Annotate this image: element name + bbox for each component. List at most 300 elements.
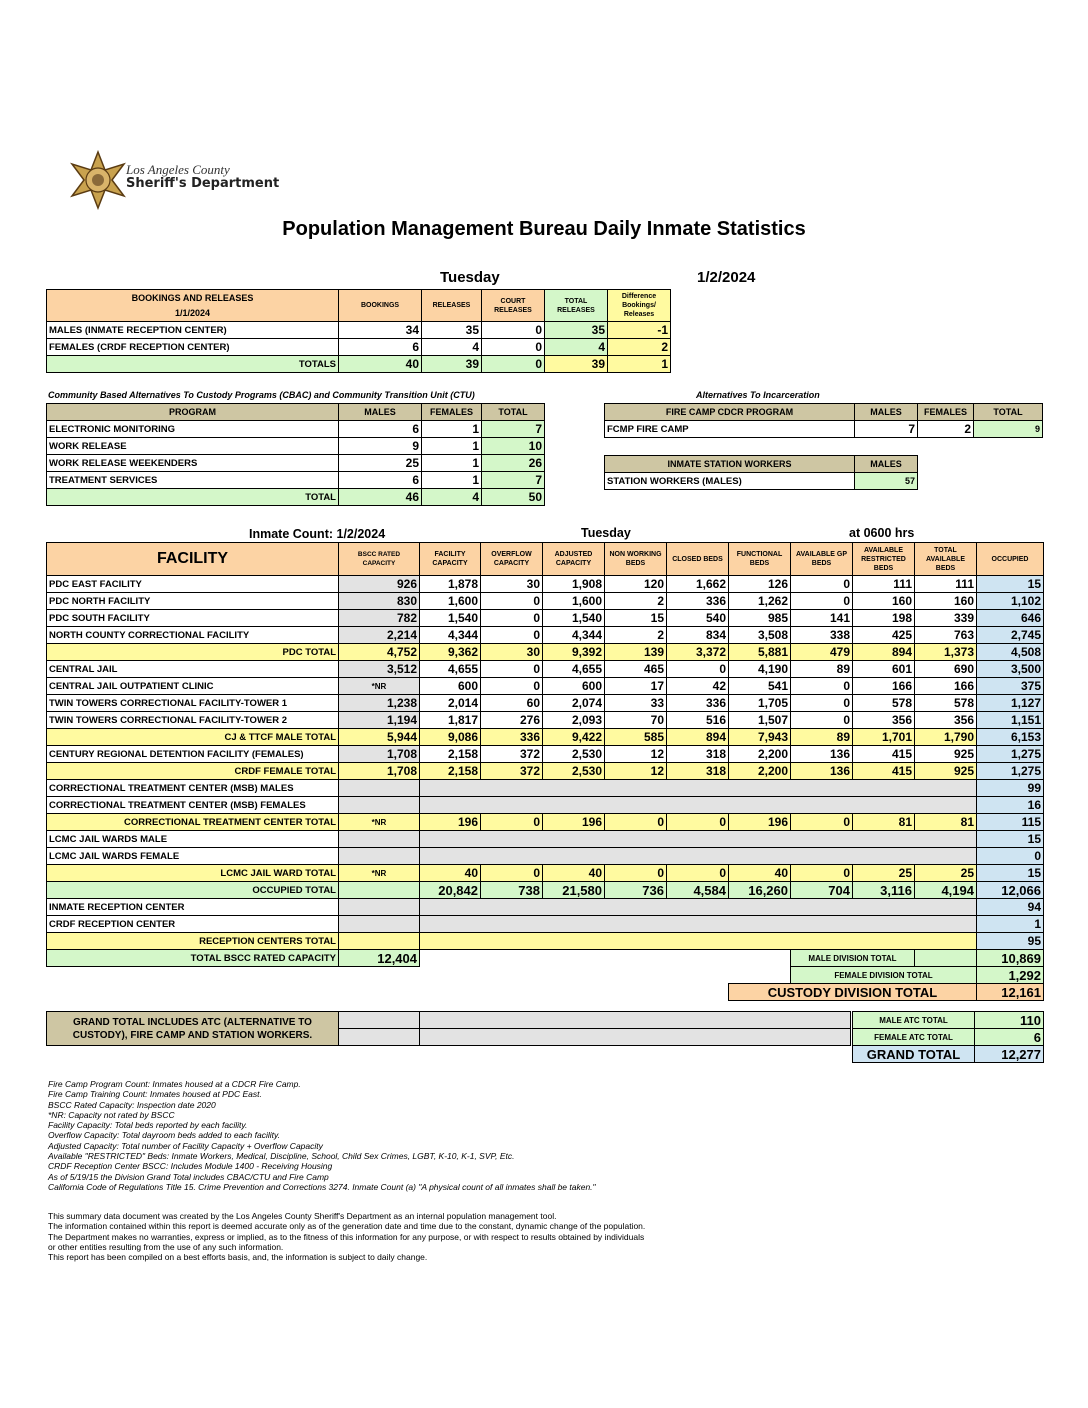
row-label: CORRECTIONAL TREATMENT CENTER TOTAL — [47, 814, 339, 831]
table-row — [47, 322, 671, 339]
col-occupied: OCCUPIED — [977, 543, 1044, 576]
footnote-line: Available "RESTRICTED" Beds: Inmate Workers, Medical, Discipline, School, Child Sex Crimes, LGBT, K-10, K-1, SVP, Etc. — [48, 1151, 515, 1162]
cell: 763 — [915, 627, 977, 644]
atc-table — [852, 1011, 1044, 1063]
row-label: TOTALS — [47, 356, 339, 373]
cell: 0 — [481, 610, 543, 627]
facility-row — [47, 678, 1044, 695]
cell: 600 — [543, 678, 605, 695]
cell: 4 — [545, 339, 608, 356]
facility-row — [47, 610, 1044, 627]
cell: 17 — [605, 678, 667, 695]
cell: 2,530 — [543, 746, 605, 763]
facility-header: FACILITY — [47, 543, 339, 576]
blank-cell — [339, 780, 420, 797]
row-label: PDC EAST FACILITY — [47, 576, 339, 593]
cell: 336 — [481, 729, 543, 746]
cell: 9,086 — [420, 729, 481, 746]
cell: 830 — [339, 593, 420, 610]
report-day: Tuesday — [440, 269, 500, 286]
row-label: CRDF FEMALE TOTAL — [47, 763, 339, 780]
cell: 2,014 — [420, 695, 481, 712]
cell: 704 — [791, 882, 853, 899]
cell: 21,580 — [543, 882, 605, 899]
cell: 1,151 — [977, 712, 1044, 729]
cell: 5,944 — [339, 729, 420, 746]
facility-total-row — [47, 814, 1044, 831]
cell: 738 — [481, 882, 543, 899]
cell: 0 — [481, 661, 543, 678]
facility-row — [47, 576, 1044, 593]
facility-row — [47, 627, 1044, 644]
cell: 0 — [482, 322, 545, 339]
table-row — [47, 421, 545, 438]
cell: 0 — [791, 576, 853, 593]
cell: 160 — [915, 593, 977, 610]
cell: 40 — [729, 865, 791, 882]
cell: 372 — [481, 763, 543, 780]
col-non-working: NON WORKING BEDS — [605, 543, 667, 576]
table-row — [47, 339, 671, 356]
cell: 42 — [667, 678, 729, 695]
female-division-value: 1,292 — [977, 967, 1044, 984]
page-title: Population Management Bureau Daily Inmate Statistics — [282, 218, 806, 240]
disclaimer-line: This report has been compiled on a best efforts basis, and, the information is subject to daily change. — [48, 1252, 428, 1263]
row-label: PDC NORTH FACILITY — [47, 593, 339, 610]
cell: 834 — [667, 627, 729, 644]
sheriff-star-icon — [66, 150, 130, 210]
report-date: 1/2/2024 — [697, 269, 756, 286]
cell: 7 — [855, 421, 918, 438]
cell: 690 — [915, 661, 977, 678]
cell: 120 — [605, 576, 667, 593]
cell: 15 — [977, 576, 1044, 593]
cell: 516 — [667, 712, 729, 729]
cell: 2,074 — [543, 695, 605, 712]
female-atc-label: FEMALE ATC TOTAL — [853, 1029, 975, 1046]
disclaimer-line: The information contained within this report is deemed accurate only as of the generation date and time due to the constant, dynamic change of the population. — [48, 1221, 646, 1232]
row-label: TREATMENT SERVICES — [47, 472, 339, 489]
cell: 601 — [853, 661, 915, 678]
col-available-gp: AVAILABLE GP BEDS — [791, 543, 853, 576]
cell: 57 — [855, 473, 918, 490]
cell: 0 — [791, 593, 853, 610]
row-label: LCMC JAIL WARDS FEMALE — [47, 848, 339, 865]
cell: 160 — [853, 593, 915, 610]
col-functional: FUNCTIONAL BEDS — [729, 543, 791, 576]
cell: 375 — [977, 678, 1044, 695]
row-label: PDC SOUTH FACILITY — [47, 610, 339, 627]
cell: 2,093 — [543, 712, 605, 729]
col-court-releases: COURT RELEASES — [482, 290, 545, 322]
cell: 894 — [853, 644, 915, 661]
table-row — [47, 438, 545, 455]
cell: 1,600 — [543, 593, 605, 610]
cell: 95 — [977, 933, 1044, 950]
female-division-label: FEMALE DIVISION TOTAL — [791, 967, 977, 984]
cell: 12,066 — [977, 882, 1044, 899]
cell: 1,817 — [420, 712, 481, 729]
cell: 81 — [915, 814, 977, 831]
cell: 7 — [482, 472, 545, 489]
row-label: NORTH COUNTY CORRECTIONAL FACILITY — [47, 627, 339, 644]
cell: 5,881 — [729, 644, 791, 661]
cell: 10 — [482, 438, 545, 455]
cell: 2,530 — [543, 763, 605, 780]
footnote-line: Fire Camp Program Count: Inmates housed at a CDCR Fire Camp. — [48, 1079, 301, 1089]
female-atc-value: 6 — [975, 1029, 1044, 1046]
cell: 2,214 — [339, 627, 420, 644]
cell: *NR — [339, 678, 420, 695]
cell: 0 — [667, 661, 729, 678]
cell: 985 — [729, 610, 791, 627]
cell: 2,158 — [420, 763, 481, 780]
table-row — [605, 421, 1043, 438]
col-total-available: TOTAL AVAILABLE BEDS — [915, 543, 977, 576]
cell: 2,158 — [420, 746, 481, 763]
fire-camp-header: FIRE CAMP CDCR PROGRAM — [605, 404, 855, 421]
col-releases: RELEASES — [422, 290, 482, 322]
cell: 415 — [853, 763, 915, 780]
row-label: MALES (INMATE RECEPTION CENTER) — [47, 322, 339, 339]
cell: 925 — [915, 763, 977, 780]
row-label: PDC TOTAL — [47, 644, 339, 661]
custody-division-row — [47, 984, 1044, 1001]
cell: -1 — [608, 322, 671, 339]
cell: 70 — [605, 712, 667, 729]
col-total-releases: TOTAL RELEASES — [545, 290, 608, 322]
footnotes — [48, 1079, 596, 1192]
cell: 30 — [481, 644, 543, 661]
cell: 338 — [791, 627, 853, 644]
cell: 1 — [422, 438, 482, 455]
cell: 40 — [339, 356, 422, 373]
cbac-caption: Community Based Alternatives To Custody Programs (CBAC) and Community Transition Unit (CTU) — [48, 390, 475, 400]
cell: 4,655 — [420, 661, 481, 678]
cell: 2 — [608, 339, 671, 356]
table-row — [47, 356, 671, 373]
cell: 7 — [482, 421, 545, 438]
cell: 40 — [420, 865, 481, 882]
cbac-col-total: TOTAL — [482, 404, 545, 421]
cell: 39 — [545, 356, 608, 373]
disclaimer-line: or other entities resulting from the use of any such information. — [48, 1241, 284, 1252]
facility-total-row — [47, 644, 1044, 661]
col-closed: CLOSED BEDS — [667, 543, 729, 576]
blank-cell — [339, 848, 420, 865]
disclaimer-line: The Department makes no warranties, express or implied, as to the fitness of this information for any purpose, or with respect to results obtained by individuals — [48, 1231, 645, 1242]
station-workers-table — [604, 455, 918, 490]
facility-total-row — [47, 882, 1044, 899]
table-row — [47, 455, 545, 472]
bookings-header: BOOKINGS AND RELEASES — [131, 293, 254, 303]
cell: 1,540 — [420, 610, 481, 627]
facility-total-row — [47, 780, 1044, 797]
col-adjusted: ADJUSTED CAPACITY — [543, 543, 605, 576]
footnote-line: Facility Capacity: Total beds reported by each facility. — [48, 1120, 248, 1131]
row-label: TWIN TOWERS CORRECTIONAL FACILITY-TOWER 2 — [47, 712, 339, 729]
cell: 1 — [608, 356, 671, 373]
cell: 415 — [853, 746, 915, 763]
row-label: CENTURY REGIONAL DETENTION FACILITY (FEMALES) — [47, 746, 339, 763]
cell: 318 — [667, 763, 729, 780]
cell: 136 — [791, 763, 853, 780]
table-row — [853, 1012, 1044, 1029]
cell: 782 — [339, 610, 420, 627]
cbac-col-males: MALES — [339, 404, 422, 421]
row-label: RECEPTION CENTERS TOTAL — [47, 933, 339, 950]
cell: 276 — [481, 712, 543, 729]
cell: 9,362 — [420, 644, 481, 661]
fire-camp-table — [604, 403, 1043, 438]
cell: 1,662 — [667, 576, 729, 593]
table-row — [605, 473, 918, 490]
male-atc-label: MALE ATC TOTAL — [853, 1012, 975, 1029]
cell: 50 — [482, 489, 545, 506]
facility-row — [47, 593, 1044, 610]
facility-total-row — [47, 916, 1044, 933]
cell: 2,200 — [729, 746, 791, 763]
cell: 81 — [853, 814, 915, 831]
cell: 4,194 — [915, 882, 977, 899]
spacer — [915, 950, 977, 967]
cell: 46 — [339, 489, 422, 506]
facility-total-row — [47, 933, 1044, 950]
cell: 585 — [605, 729, 667, 746]
cell: 1,262 — [729, 593, 791, 610]
facility-total-row — [47, 848, 1044, 865]
cell: 4,584 — [667, 882, 729, 899]
row-label: TWIN TOWERS CORRECTIONAL FACILITY-TOWER 1 — [47, 695, 339, 712]
cell: 0 — [482, 339, 545, 356]
cell: 336 — [667, 593, 729, 610]
cell: 356 — [915, 712, 977, 729]
cell: 1,701 — [853, 729, 915, 746]
cell: 372 — [481, 746, 543, 763]
cell: 4 — [422, 489, 482, 506]
cell: 318 — [667, 746, 729, 763]
cell: 540 — [667, 610, 729, 627]
cell: 1,705 — [729, 695, 791, 712]
cell: 35 — [422, 322, 482, 339]
footnote-line: Adjusted Capacity: Total number of Facility Capacity + Overflow Capacity — [48, 1140, 323, 1151]
cell: 15 — [605, 610, 667, 627]
facility-table — [46, 542, 1044, 1001]
row-label: FCMP FIRE CAMP — [605, 421, 855, 438]
row-label: CORRECTIONAL TREATMENT CENTER (MSB) MALES — [47, 780, 339, 797]
spacer — [47, 984, 729, 1001]
footnote-line: Fire Camp Training Count: Inmates housed at PDC East. — [48, 1089, 262, 1100]
cell: 6 — [339, 472, 422, 489]
cell: 736 — [605, 882, 667, 899]
cell: 0 — [791, 814, 853, 831]
cell: 1,708 — [339, 746, 420, 763]
spacer — [420, 950, 791, 967]
blank-span — [420, 899, 977, 916]
cell: *NR — [339, 814, 420, 831]
cell: 926 — [339, 576, 420, 593]
row-label: OCCUPIED TOTAL — [47, 882, 339, 899]
cell: 1,373 — [915, 644, 977, 661]
facility-total-row — [47, 729, 1044, 746]
blank-span — [420, 831, 977, 848]
cell: 600 — [420, 678, 481, 695]
cell: 99 — [977, 780, 1044, 797]
row-label: WORK RELEASE — [47, 438, 339, 455]
bookings-table — [46, 289, 671, 373]
cell: 1,908 — [543, 576, 605, 593]
cell: 94 — [977, 899, 1044, 916]
spacer — [47, 967, 791, 984]
cbac-col-program: PROGRAM — [47, 404, 339, 421]
cell: 1,127 — [977, 695, 1044, 712]
cell: 3,508 — [729, 627, 791, 644]
cell: 4,655 — [543, 661, 605, 678]
col-bscc: BSCC RATED CAPACITY — [339, 543, 420, 576]
footnote-line: As of 5/19/15 the Division Grand Total includes CBAC/CTU and Fire Camp — [48, 1171, 329, 1182]
blank-cell — [339, 916, 420, 933]
row-label: CORRECTIONAL TREATMENT CENTER (MSB) FEMALES — [47, 797, 339, 814]
cell: 0 — [791, 695, 853, 712]
cell: 1,275 — [977, 763, 1044, 780]
cell: 89 — [791, 729, 853, 746]
cell: 2 — [918, 421, 974, 438]
cell: 12 — [605, 763, 667, 780]
cell: 33 — [605, 695, 667, 712]
blank-span — [420, 848, 977, 865]
station-header: INMATE STATION WORKERS — [605, 456, 855, 473]
facility-row — [47, 695, 1044, 712]
fire-col-males: MALES — [855, 404, 918, 421]
blank-span — [420, 916, 977, 933]
cell: 4 — [422, 339, 482, 356]
cell: 1,790 — [915, 729, 977, 746]
facility-row — [47, 712, 1044, 729]
cell: 1,194 — [339, 712, 420, 729]
cell: 141 — [791, 610, 853, 627]
facility-total-row — [47, 865, 1044, 882]
table-row — [853, 1029, 1044, 1046]
male-division-label: MALE DIVISION TOTAL — [791, 950, 915, 967]
cell: 1,275 — [977, 746, 1044, 763]
cell: 2 — [605, 627, 667, 644]
cell: 9,422 — [543, 729, 605, 746]
row-label: LCMC JAIL WARD TOTAL — [47, 865, 339, 882]
cell: 12 — [605, 746, 667, 763]
cell: 2 — [605, 593, 667, 610]
cell: 2,200 — [729, 763, 791, 780]
blank-cell — [339, 899, 420, 916]
cell: 0 — [791, 678, 853, 695]
cell: 0 — [481, 678, 543, 695]
cell: 15 — [977, 865, 1044, 882]
col-bookings: BOOKINGS — [339, 290, 422, 322]
cell: 465 — [605, 661, 667, 678]
cell: 1 — [422, 455, 482, 472]
cell: 479 — [791, 644, 853, 661]
grand-note: GRAND TOTAL INCLUDES ATC (ALTERNATIVE TO CUSTODY), FIRE CAMP AND STATION WORKERS. — [47, 1012, 339, 1046]
cbac-table — [46, 403, 545, 506]
bookings-date: 1/1/2024 — [174, 308, 211, 318]
cell: 196 — [420, 814, 481, 831]
inmate-count-time: at 0600 hrs — [849, 526, 915, 540]
cell: 4,752 — [339, 644, 420, 661]
cell: 646 — [977, 610, 1044, 627]
cell: 0 — [977, 848, 1044, 865]
cell: 60 — [481, 695, 543, 712]
col-available-restricted: AVAILABLE RESTRICTED BEDS — [853, 543, 915, 576]
cell: 0 — [481, 593, 543, 610]
footnote-line: Overflow Capacity: Total dayroom beds added to each facility. — [48, 1130, 280, 1141]
cell: 1 — [977, 916, 1044, 933]
cell: 39 — [422, 356, 482, 373]
cell: 40 — [543, 865, 605, 882]
row-label: CENTRAL JAIL — [47, 661, 339, 678]
row-label: STATION WORKERS (MALES) — [605, 473, 855, 490]
cell: 1 — [422, 421, 482, 438]
facility-row — [47, 661, 1044, 678]
cell: 2,745 — [977, 627, 1044, 644]
cell: 3,512 — [339, 661, 420, 678]
cell: 578 — [915, 695, 977, 712]
disclaimer-line: This summary data document was created by the Los Angeles County Sheriff's Department as an internal population management tool. — [48, 1211, 557, 1221]
row-label: TOTAL — [47, 489, 339, 506]
row-label: CRDF RECEPTION CENTER — [47, 916, 339, 933]
station-col-males: MALES — [855, 456, 918, 473]
fire-col-total: TOTAL — [974, 404, 1043, 421]
cell: 26 — [482, 455, 545, 472]
cell: 139 — [605, 644, 667, 661]
cell: 196 — [729, 814, 791, 831]
cell: 0 — [481, 627, 543, 644]
inmate-count-day: Tuesday — [581, 526, 631, 540]
blank-cell — [339, 933, 420, 950]
cell: 126 — [729, 576, 791, 593]
col-overflow: OVERFLOW CAPACITY — [481, 543, 543, 576]
cell: 12,404 — [339, 950, 420, 967]
cell: 0 — [481, 865, 543, 882]
logo-line1: Los Angeles County — [126, 162, 230, 177]
row-label: CENTRAL JAIL OUTPATIENT CLINIC — [47, 678, 339, 695]
cell: 894 — [667, 729, 729, 746]
cell: 35 — [545, 322, 608, 339]
cell: 1,507 — [729, 712, 791, 729]
table-row — [853, 1046, 1044, 1063]
cell: 6,153 — [977, 729, 1044, 746]
cell: 166 — [915, 678, 977, 695]
grand-total-value: 12,277 — [975, 1046, 1044, 1063]
col-facility-capacity: FACILITY CAPACITY — [420, 543, 481, 576]
table-row — [47, 472, 545, 489]
cell: 198 — [853, 610, 915, 627]
cell: 0 — [791, 712, 853, 729]
cell: 136 — [791, 746, 853, 763]
cell: 1,540 — [543, 610, 605, 627]
facility-total-row — [47, 797, 1044, 814]
custody-division-label: CUSTODY DIVISION TOTAL — [729, 984, 977, 1001]
cell: 0 — [667, 814, 729, 831]
footnote-line: *NR: Capacity not rated by BSCC — [48, 1109, 175, 1120]
cell: 1,238 — [339, 695, 420, 712]
blank-cell — [339, 831, 420, 848]
sheriff-logo — [66, 150, 306, 210]
cell: 25 — [915, 865, 977, 882]
female-division-row — [47, 967, 1044, 984]
cell: 425 — [853, 627, 915, 644]
male-atc-value: 110 — [975, 1012, 1044, 1029]
cell: 20,842 — [420, 882, 481, 899]
cell: 0 — [605, 814, 667, 831]
